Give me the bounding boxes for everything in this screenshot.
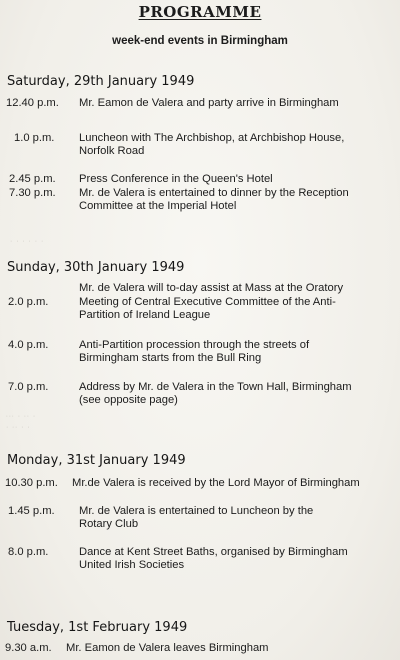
event-description: Mr. Eamon de Valera and party arrive in Birmingham — [79, 97, 339, 109]
event-description: Mr. de Valera will to-day assist at Mass at the Oratory — [79, 282, 344, 294]
event-time: 10.30 p.m. — [5, 477, 58, 489]
event-time: 7.0 p.m. — [8, 381, 49, 393]
event-description: Mr.de Valera is received by the Lord Mayor of Birmingham — [72, 477, 360, 489]
event-time: 2.45 p.m. — [9, 173, 56, 185]
event-time: 12.40 p.m. — [6, 97, 59, 109]
event-description: Mr. Eamon de Valera leaves Birmingham — [66, 642, 269, 654]
event-description: Mr. de Valera is entertained to dinner by the Reception Committee at the Imperial Hotel — [79, 187, 349, 213]
event-description: Address by Mr. de Valera in the Town Hall, Birmingham (see opposite page) — [79, 381, 352, 407]
event-description: Dance at Kent Street Baths, organised by Birmingham United Irish Societies — [79, 546, 348, 572]
paper-mark: · ∙∙ · · — [6, 424, 31, 431]
event-description: Mr. de Valera is entertained to Luncheon by the Rotary Club — [79, 505, 314, 531]
event-time: 4.0 p.m. — [8, 339, 49, 351]
event-time: 9.30 a.m. — [5, 642, 52, 654]
event-description: Luncheon with The Archbishop, at Archbishop House, Norfolk Road — [79, 132, 345, 158]
event-time: 2.0 p.m. — [8, 296, 49, 308]
day-heading-monday: Monday, 31st January 1949 — [7, 453, 186, 468]
paper-mark: ∙∙∙ · ∙∙ · — [6, 413, 37, 420]
page-title: PROGRAMME — [138, 3, 262, 21]
day-heading-saturday: Saturday, 29th January 1949 — [7, 74, 195, 89]
event-time: 1.0 p.m. — [14, 132, 55, 144]
day-heading-tuesday: Tuesday, 1st February 1949 — [7, 620, 188, 635]
paper-mark: · · ∙ · · · — [10, 238, 45, 245]
event-time: 8.0 p.m. — [8, 546, 49, 558]
day-heading-sunday: Sunday, 30th January 1949 — [7, 260, 185, 275]
event-description: Anti-Partition procession through the streets of Birmingham starts from the Bull Ring — [79, 339, 310, 365]
event-description: Meeting of Central Executive Committee of the Anti- Partition of Ireland League — [79, 296, 336, 322]
event-time: 7.30 p.m. — [9, 187, 56, 199]
page-subtitle: week-end events in Birmingham — [112, 35, 288, 47]
event-time: 1.45 p.m. — [8, 505, 55, 517]
event-description: Press Conference in the Queen's Hotel — [79, 173, 273, 185]
